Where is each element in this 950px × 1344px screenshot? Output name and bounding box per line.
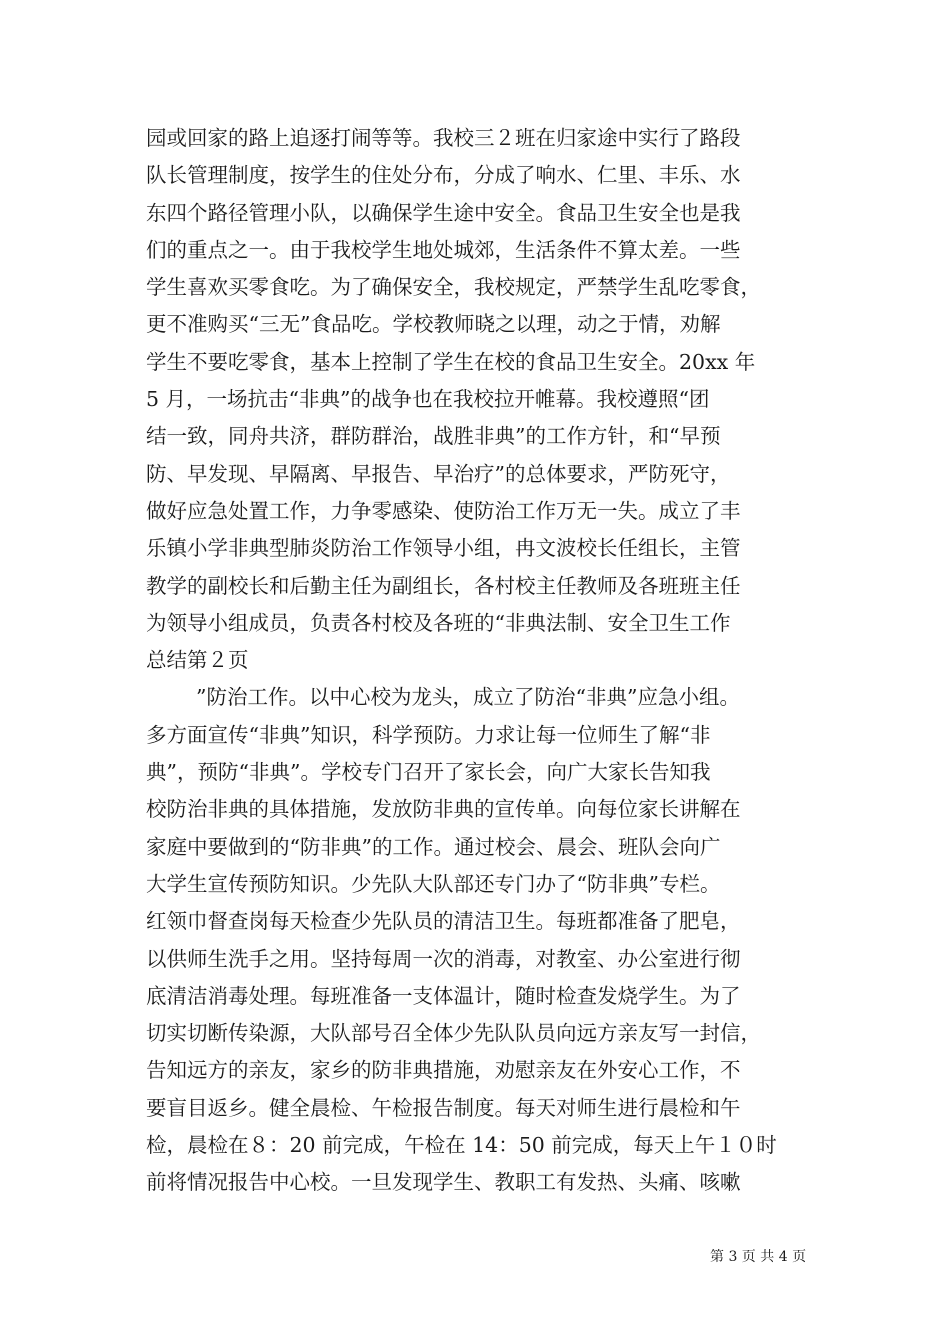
text-line: 学生喜欢买零食吃。为了确保安全，我校规定，严禁学生乱吃零食，: [146, 275, 761, 300]
text-line: 切实切断传染源，大队部号召全体少先队队员向远方亲友写一封信，: [146, 1021, 761, 1046]
text-line: 红领巾督查岗每天检查少先队员的清洁卫生。每班都准备了肥皂，: [146, 909, 741, 934]
text-line: 5 月，一场抗击“非典”的战争也在我校拉开帷幕。我校遵照“团: [146, 387, 710, 412]
page-number-footer: 第 3 页 共 4 页: [710, 1249, 807, 1265]
text-line: 要盲目返乡。健全晨检、午检报告制度。每天对师生进行晨检和午: [146, 1095, 741, 1120]
text-line: 底清洁消毒处理。每班准备一支体温计，随时检查发烧学生。为了: [146, 983, 741, 1008]
text-line: 校防治非典的具体措施，发放防非典的宣传单。向每位家长讲解在: [146, 797, 741, 822]
text-line: 为领导小组成员，负责各村校及各班的“非典法制、安全卫生工作: [146, 610, 731, 635]
text-line: 们的重点之一。由于我校学生地处城郊，生活条件不算太差。一些: [146, 237, 741, 262]
text-line: 前将情况报告中心校。一旦发现学生、教职工有发热、头痛、咳嗽: [146, 1170, 741, 1195]
text-line: 总结第２页: [146, 648, 249, 673]
text-line: 学生不要吃零食，基本上控制了学生在校的食品卫生安全。20xx 年: [146, 349, 756, 374]
text-line: 告知远方的亲友，家乡的防非典措施，劝慰亲友在外安心工作，不: [146, 1058, 741, 1083]
text-line: 防、早发现、早隔离、早报告、早治疗”的总体要求，严防死守，: [146, 461, 731, 486]
text-line: 检，晨检在８：20 前完成，午检在 14：50 前完成，每天上午１０时: [146, 1133, 777, 1158]
text-line: 队长管理制度，按学生的住处分布，分成了响水、仁里、丰乐、水: [146, 163, 741, 188]
text-line: 教学的副校长和后勤主任为副组长，各村校主任教师及各班班主任: [146, 573, 741, 598]
text-line: 东四个路径管理小队，以确保学生途中安全。食品卫生安全也是我: [146, 200, 741, 225]
text-line: 以供师生洗手之用。坚持每周一次的消毒，对教室、办公室进行彻: [146, 946, 741, 971]
text-line: 做好应急处置工作，力争零感染、使防治工作万无一失。成立了丰: [146, 498, 741, 523]
body-text: [146, 120, 806, 1202]
text-line: 大学生宣传预防知识。少先队大队部还专门办了“防非典”专栏。: [146, 871, 721, 896]
text-line: 家庭中要做到的“防非典”的工作。通过校会、晨会、班队会向广: [146, 834, 721, 859]
text-line: 结一致，同舟共济，群防群治，战胜非典”的工作方针，和“早预: [146, 424, 721, 449]
text-line: 园或回家的路上追逐打闹等等。我校三２班在归家途中实行了路段: [146, 126, 741, 150]
paragraph-start-line: ”防治工作。以中心校为龙头，成立了防治“非典”应急小组。: [196, 685, 740, 710]
text-line: 典”，预防“非典”。学校专门召开了家长会，向广大家长告知我: [146, 760, 711, 785]
text-line: 更不准购买“三无”食品吃。学校教师晓之以理，动之于情，劝解: [146, 312, 721, 337]
text-line: 乐镇小学非典型肺炎防治工作领导小组，冉文波校长任组长，主管: [146, 536, 741, 561]
text-line: 多方面宣传“非典”知识，科学预防。力求让每一位师生了解“非: [146, 722, 711, 747]
